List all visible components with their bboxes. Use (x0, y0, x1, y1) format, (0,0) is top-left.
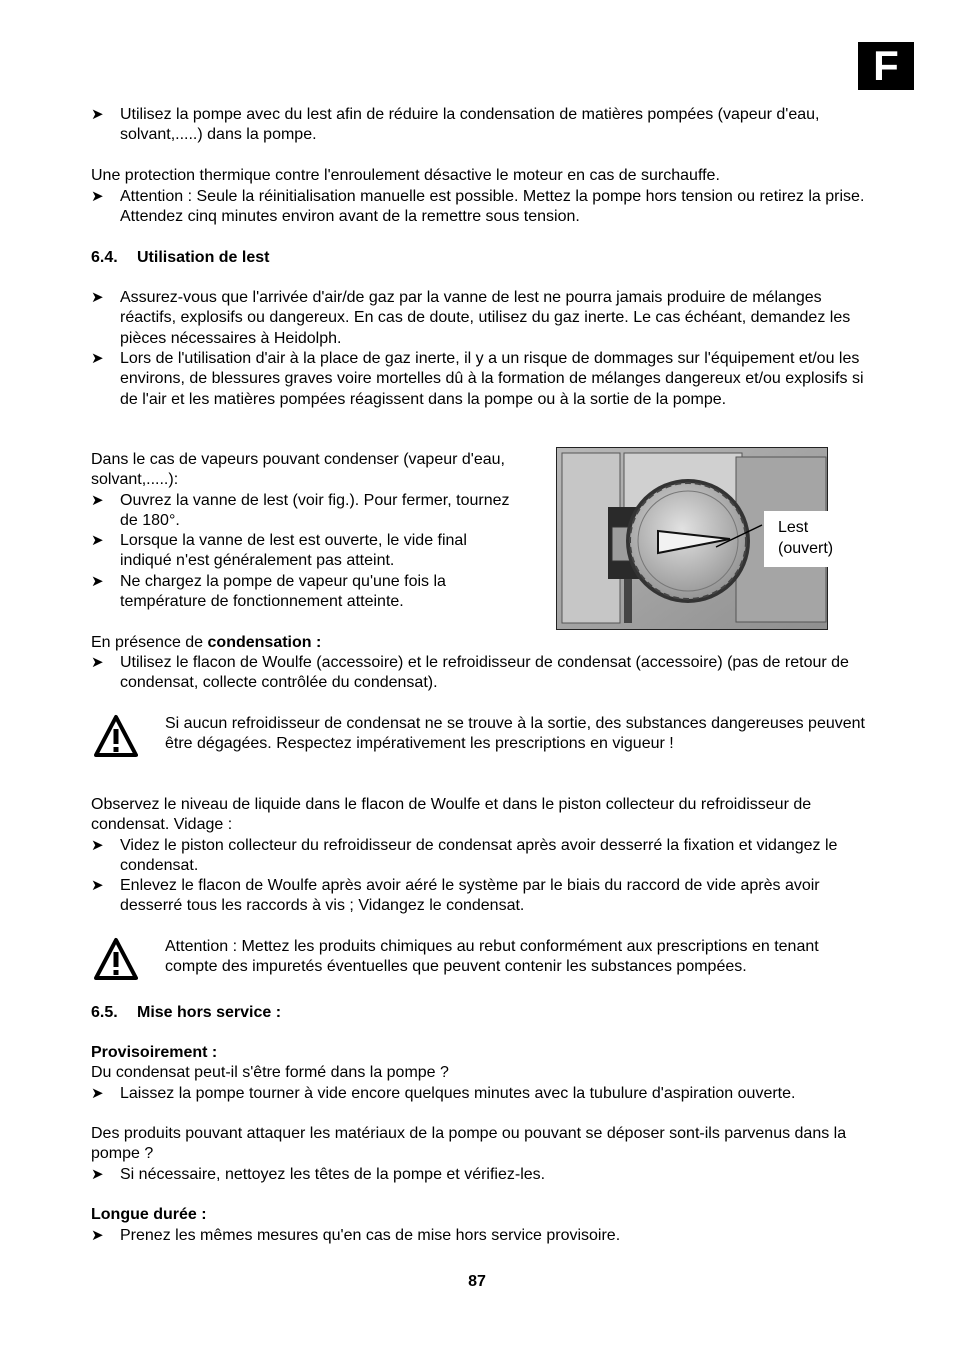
warning-text: Attention : Mettez les produits chimiques au rebut conformément aux prescriptions en tenant compte des impuretés éventuelles que peuvent contenir les substances pompées. (165, 938, 819, 976)
bullet-text: Assurez-vous que l'arrivée d'air/de gaz par la vanne de lest ne pourra jamais produire de mélanges réactifs, explosifs ou dangereux. En cas de doute, utilisez du gaz inerte. Le cas échéant, demandez les pièces nécessaires à Heidolph. (120, 289, 851, 347)
language-badge: F (858, 42, 914, 90)
arrow-bullet-icon: ➤ (91, 654, 104, 671)
bullet-text: Enlevez le flacon de Woulfe après avoir aéré le système par le biais du raccord de vide après avoir desserré tous les raccords à vis ; Vidangez le condensat. (120, 877, 820, 915)
section-title: Mise hors service : (137, 1004, 282, 1021)
text-bold: condensation : (207, 634, 322, 651)
warning-text: Si aucun refroidisseur de condensat ne se trouve à la sortie, des substances dangereuses peuvent être dégagées. Respectez impérativement les prescriptions en vigueur ! (165, 715, 865, 753)
section-number: 6.4. (91, 249, 118, 266)
arrow-bullet-icon: ➤ (91, 289, 104, 306)
bullet-item (91, 491, 511, 532)
paragraph: Des produits pouvant attaquer les matériaux de la pompe ou pouvant se déposer sont-ils parvenus dans la pompe ? (91, 1125, 847, 1163)
bullet-item (91, 1165, 871, 1185)
figure-label-ouvert: (ouvert) (778, 540, 834, 557)
subheading-longue-duree: Longue durée : (91, 1206, 207, 1223)
bullet-item (91, 653, 871, 694)
bullet-text: Attention : Seule la réinitialisation manuelle est possible. Mettez la pompe hors tension ou retirez la prise. Attendez cinq minutes environ avant de la remettre sous tension. (120, 188, 865, 226)
bullet-item (91, 187, 871, 228)
warning-triangle-icon (94, 714, 138, 758)
paragraph: Du condensat peut-il s'être formé dans la pompe ? (91, 1064, 449, 1081)
text: En présence de (91, 634, 208, 651)
arrow-bullet-icon: ➤ (91, 350, 104, 367)
bullet-item (91, 531, 511, 572)
bullet-text: Videz le piston collecteur du refroidisseur de condensat après avoir desserré la fixation et vidangez le condensat. (120, 837, 838, 875)
bullet-item (91, 1226, 871, 1246)
arrow-bullet-icon: ➤ (91, 1166, 104, 1183)
bullet-item (91, 876, 871, 917)
bullet-text: Lors de l'utilisation d'air à la place de gaz inerte, il y a un risque de dommages sur l'équipement et/ou les environs, de blessures graves voire mortelles dû à la formation de mélanges dangereux et/ou explosifs si de l'air et les matières pompées réagissent dans la pompe ou à la sortie de la pompe. (120, 350, 864, 408)
bullet-item (91, 349, 871, 410)
section-heading-6-5 (91, 1003, 871, 1023)
arrow-bullet-icon: ➤ (91, 877, 104, 894)
arrow-bullet-icon: ➤ (91, 106, 104, 123)
paragraph: Dans le cas de vapeurs pouvant condenser (vapeur d'eau, solvant,.....): (91, 451, 505, 489)
paragraph: Observez le niveau de liquide dans le flacon de Woulfe et dans le piston collecteur du refroidisseur de condensat. Vidage : (91, 796, 812, 834)
page-number: 87 (468, 1273, 486, 1290)
bullet-text: Utilisez la pompe avec du lest afin de réduire la condensation de matières pompées (vapeur d'eau, solvant,.....) dans la pompe. (120, 106, 820, 144)
bullet-text: Laissez la pompe tourner à vide encore quelques minutes avec la tubulure d'aspiration ouverte. (120, 1085, 796, 1102)
bullet-item (91, 836, 871, 877)
vapor-column (91, 450, 511, 612)
section-heading-6-4 (91, 248, 871, 268)
figure-label-lest: Lest (778, 519, 809, 536)
bullet-text: Prenez les mêmes mesures qu'en cas de mise hors service provisoire. (120, 1227, 621, 1244)
bullet-text: Lorsque la vanne de lest est ouverte, le vide final indiqué n'est généralement pas atteint. (120, 532, 467, 570)
bullet-text: Ne chargez la pompe de vapeur qu'une fois la température de fonctionnement atteinte. (120, 572, 446, 611)
paragraph: Une protection thermique contre l'enroulement désactive le moteur en cas de surchauffe. (91, 167, 720, 184)
section-number: 6.5. (91, 1004, 118, 1021)
arrow-bullet-icon: ➤ (91, 1227, 104, 1244)
paragraph (91, 633, 871, 653)
arrow-bullet-icon: ➤ (91, 188, 104, 205)
arrow-bullet-icon: ➤ (91, 532, 104, 550)
bullet-item (91, 105, 871, 146)
warning-triangle-icon (94, 937, 138, 981)
arrow-bullet-icon: ➤ (91, 1085, 104, 1102)
bullet-item (91, 288, 871, 349)
arrow-bullet-icon: ➤ (91, 572, 104, 590)
bullet-item (91, 572, 511, 613)
bullet-text: Si nécessaire, nettoyez les têtes de la pompe et vérifiez-les. (120, 1166, 546, 1183)
arrow-bullet-icon: ➤ (91, 837, 104, 854)
bullet-item (91, 1084, 871, 1104)
bullet-text: Ouvrez la vanne de lest (voir fig.). Pour fermer, tournez de 180°. (120, 491, 510, 529)
arrow-bullet-icon: ➤ (91, 491, 104, 509)
bullet-text: Utilisez le flacon de Woulfe (accessoire) et le refroidisseur de condensat (accessoire) (pas de retour de condensat, collecte contrôlée du condensat). (120, 654, 849, 692)
subheading-provisoirement: Provisoirement : (91, 1044, 218, 1061)
section-title: Utilisation de lest (137, 249, 270, 266)
